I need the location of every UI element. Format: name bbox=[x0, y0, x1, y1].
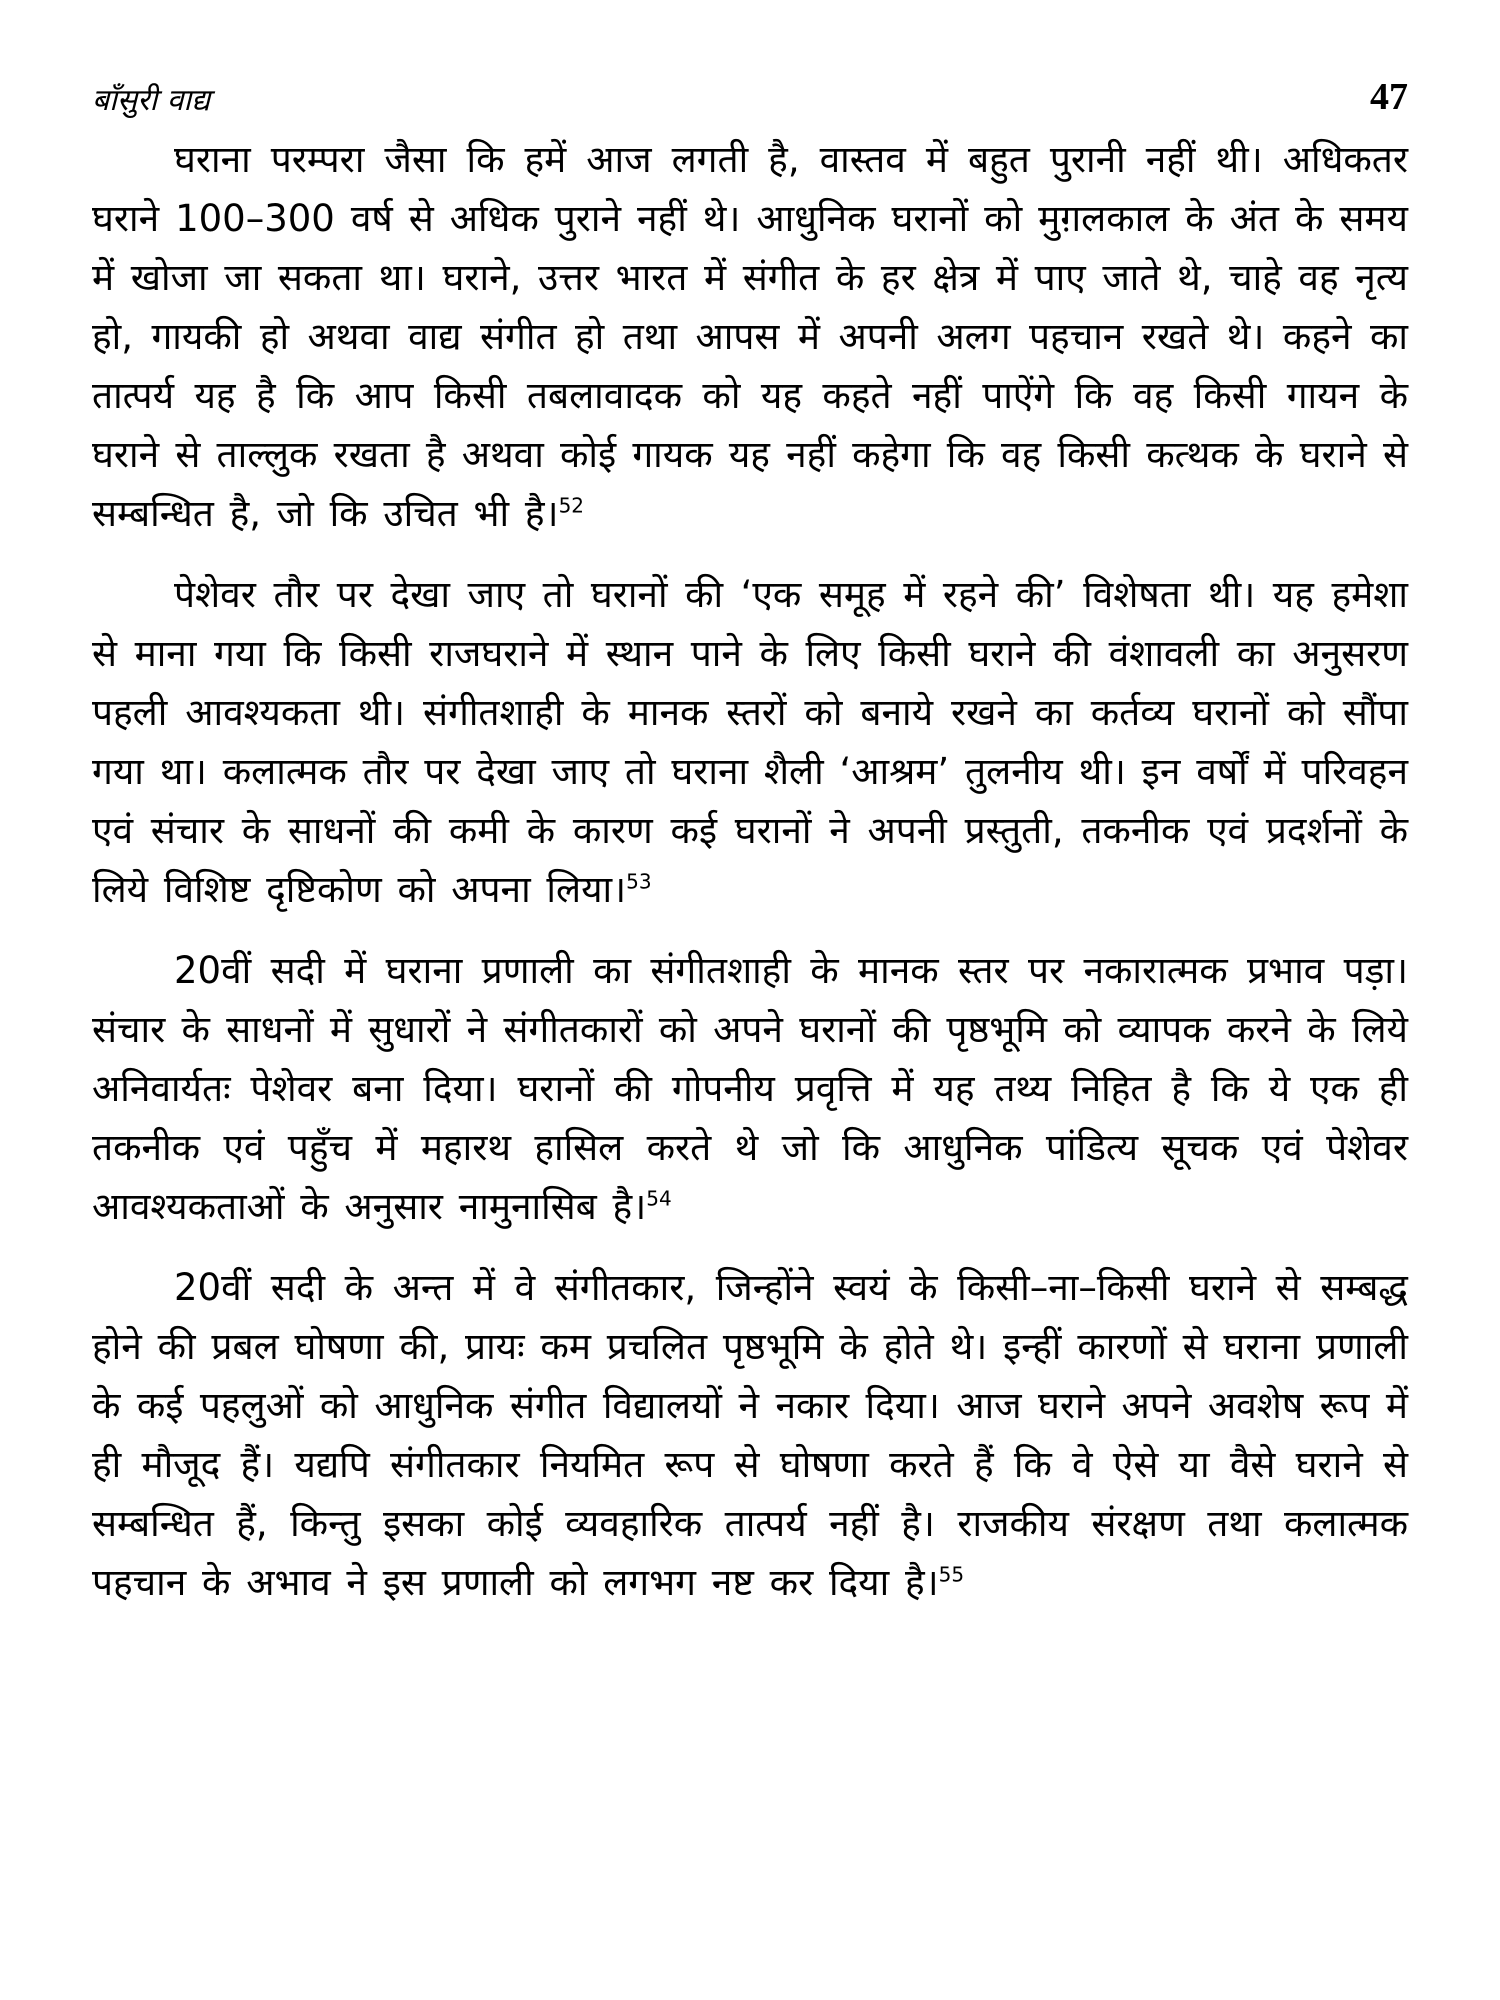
paragraph-2 bbox=[92, 565, 1408, 919]
paragraph-3 bbox=[92, 941, 1408, 1236]
running-header bbox=[92, 60, 1408, 116]
book-title: बाँसुरी वाद्य bbox=[92, 83, 211, 118]
footnote-marker: 54 bbox=[646, 1186, 672, 1211]
footnote-marker: 52 bbox=[558, 493, 585, 518]
paragraph-text: पेशेवर तौर पर देखा जाए तो घरानों की ‘एक समूह में रहने की’ विशेषता थी। यह हमेशा से माना गया कि किसी राजघराने में स्थान पाने के लिए किसी घराने की वंशावली का अनुसरण पहली आवश्यकता थी। संगीतशाही के मानक स्तरों को बनाये रखने का कर्तव्य घरानों को सौंपा गया था। कलात्मक तौर पर देखा जाए तो घराना शैली ‘आश्रम’ तुलनीय थी। इन वर्षों में परिवहन एवं संचार के साधनों की कमी के कारण कई घरानों ने अपनी प्रस्तुती, तकनीक एवं प्रदर्शनों के लिये विशिष्ट दृष्टिकोण को अपना लिया। bbox=[92, 573, 1408, 911]
paragraph-text: घराना परम्परा जैसा कि हमें आज लगती है, वास्तव में बहुत पुरानी नहीं थी। अधिकतर घराने 100–300 वर्ष से अधिक पुराने नहीं थे। आधुनिक घरानों को मुग़लकाल के अंत के समय में खोजा जा सकता था। घराने, उत्तर भारत में संगीत के हर क्षेत्र में पाए जाते थे, चाहे वह नृत्य हो, गायकी हो अथवा वाद्य संगीत हो तथा आपस में अपनी अलग पहचान रखते थे। कहने का तात्पर्य यह है कि आप किसी तबलावादक को यह कहते नहीं पाऐंगे कि वह किसी गायन के घराने से ताल्लुक रखता है अथवा कोई गायक यह नहीं कहेगा कि वह किसी कत्थक के घराने से सम्बन्धित है, जो कि उचित भी है। bbox=[92, 138, 1408, 535]
paragraph-text: 20वीं सदी के अन्त में वे संगीतकार, जिन्होंने स्वयं के किसी–ना–किसी घराने से सम्बद्ध होने की प्रबल घोषणा की, प्रायः कम प्रचलित पृष्ठभूमि के होते थे। इन्हीं कारणों से घराना प्रणाली के कई पहलुओं को आधुनिक संगीत विद्यालयों ने नकार दिया। आज घराने अपने अवशेष रूप में ही मौजूद हैं। यद्यपि संगीतकार नियमित रूप से घोषणा करते हैं कि वे ऐसे या वैसे घराने से सम्बन्धित हैं, किन्तु इसका कोई व्यवहारिक तात्पर्य नहीं है। राजकीय संरक्षण तथा कलात्मक पहचान के अभाव ने इस प्रणाली को लगभग नष्ट कर दिया है। bbox=[92, 1266, 1408, 1604]
paragraph-text: 20वीं सदी में घराना प्रणाली का संगीतशाही के मानक स्तर पर नकारात्मक प्रभाव पड़ा। संचार के साधनों में सुधारों ने संगीतकारों को अपने घरानों की पृष्ठभूमि को व्यापक करने के लिये अनिवार्यतः पेशेवर बना दिया। घरानों की गोपनीय प्रवृत्ति में यह तथ्य निहित है कि ये एक ही तकनीक एवं पहुँच में महारथ हासिल करते थे जो कि आधुनिक पांडित्य सूचक एवं पेशेवर आवश्यकताओं के अनुसार नामुनासिब है। bbox=[92, 949, 1408, 1228]
footnote-marker: 55 bbox=[938, 1562, 965, 1587]
page-number: 47 bbox=[1370, 76, 1408, 118]
paragraph-4 bbox=[92, 1258, 1408, 1612]
paragraph-1 bbox=[92, 130, 1408, 543]
footnote-marker: 53 bbox=[626, 869, 652, 894]
